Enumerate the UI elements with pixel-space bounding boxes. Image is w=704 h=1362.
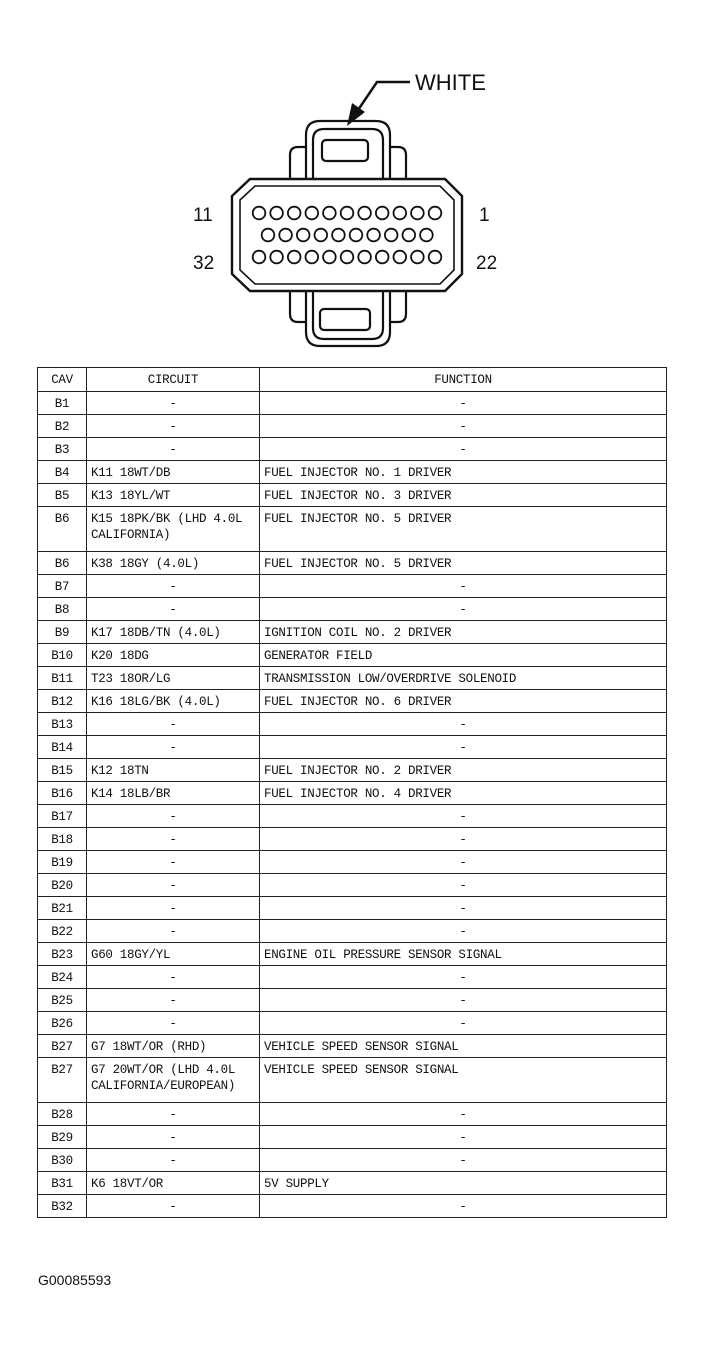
circuit-cell: -	[87, 575, 260, 598]
header-circuit: CIRCUIT	[87, 368, 260, 392]
table-row	[38, 943, 667, 966]
function-cell: -	[260, 920, 667, 943]
table-row	[38, 1126, 667, 1149]
function-cell: -	[260, 1126, 667, 1149]
circuit-cell: -	[87, 897, 260, 920]
table-row	[38, 392, 667, 415]
circuit-cell: -	[87, 1103, 260, 1126]
cav-cell: B22	[38, 920, 87, 943]
connector-top-latch	[290, 121, 406, 185]
function-cell: -	[260, 989, 667, 1012]
table-row	[38, 1195, 667, 1218]
cav-cell: B32	[38, 1195, 87, 1218]
pinout-table-body	[38, 392, 667, 1218]
table-row	[38, 575, 667, 598]
function-cell: -	[260, 874, 667, 897]
table-row	[38, 759, 667, 782]
cav-cell: B5	[38, 484, 87, 507]
circuit-cell: -	[87, 874, 260, 897]
function-cell: -	[260, 736, 667, 759]
function-cell: VEHICLE SPEED SENSOR SIGNAL	[260, 1058, 667, 1103]
table-row	[38, 507, 667, 552]
function-cell: GENERATOR FIELD	[260, 644, 667, 667]
function-cell: -	[260, 415, 667, 438]
color-callout	[347, 70, 486, 126]
circuit-cell: K14 18LB/BR	[87, 782, 260, 805]
cav-cell: B30	[38, 1149, 87, 1172]
pinout-table	[37, 367, 667, 1218]
table-row	[38, 598, 667, 621]
circuit-cell: K17 18DB/TN (4.0L)	[87, 621, 260, 644]
function-cell: -	[260, 598, 667, 621]
header-function: FUNCTION	[260, 368, 667, 392]
circuit-cell: K6 18VT/OR	[87, 1172, 260, 1195]
table-row	[38, 828, 667, 851]
function-cell: -	[260, 1195, 667, 1218]
table-row	[38, 1035, 667, 1058]
circuit-cell: K38 18GY (4.0L)	[87, 552, 260, 575]
table-row	[38, 782, 667, 805]
connector-face-diagram	[0, 0, 704, 360]
function-cell: TRANSMISSION LOW/OVERDRIVE SOLENOID	[260, 667, 667, 690]
table-row	[38, 1172, 667, 1195]
circuit-cell: -	[87, 920, 260, 943]
pin-label-32: 32	[193, 253, 215, 274]
pin-label-1: 1	[479, 205, 490, 226]
cav-cell: B7	[38, 575, 87, 598]
circuit-cell: -	[87, 851, 260, 874]
cav-cell: B10	[38, 644, 87, 667]
pin-label-11: 11	[193, 205, 213, 226]
cav-cell: B20	[38, 874, 87, 897]
cav-cell: B6	[38, 552, 87, 575]
circuit-cell: K15 18PK/BK (LHD 4.0L CALIFORNIA)	[87, 507, 260, 552]
circuit-cell: -	[87, 989, 260, 1012]
circuit-cell: -	[87, 1195, 260, 1218]
table-row	[38, 552, 667, 575]
circuit-cell: -	[87, 598, 260, 621]
cav-cell: B16	[38, 782, 87, 805]
table-row	[38, 897, 667, 920]
table-row	[38, 484, 667, 507]
circuit-cell: -	[87, 1126, 260, 1149]
function-cell: FUEL INJECTOR NO. 1 DRIVER	[260, 461, 667, 484]
cav-cell: B6	[38, 507, 87, 552]
function-cell: -	[260, 805, 667, 828]
cav-cell: B27	[38, 1035, 87, 1058]
function-cell: VEHICLE SPEED SENSOR SIGNAL	[260, 1035, 667, 1058]
table-header-row	[38, 368, 667, 392]
function-cell: -	[260, 713, 667, 736]
circuit-cell: -	[87, 805, 260, 828]
function-cell: ENGINE OIL PRESSURE SENSOR SIGNAL	[260, 943, 667, 966]
table-row	[38, 690, 667, 713]
cav-cell: B13	[38, 713, 87, 736]
figure-id: G00085593	[38, 1272, 112, 1288]
cav-cell: B25	[38, 989, 87, 1012]
function-cell: -	[260, 1103, 667, 1126]
table-row	[38, 1012, 667, 1035]
circuit-cell: -	[87, 736, 260, 759]
table-row	[38, 1058, 667, 1103]
circuit-cell: -	[87, 438, 260, 461]
function-cell: -	[260, 1012, 667, 1035]
table-row	[38, 438, 667, 461]
circuit-cell: -	[87, 828, 260, 851]
table-row	[38, 851, 667, 874]
circuit-cell: K11 18WT/DB	[87, 461, 260, 484]
function-cell: -	[260, 438, 667, 461]
table-row	[38, 1149, 667, 1172]
cav-cell: B21	[38, 897, 87, 920]
table-row	[38, 805, 667, 828]
function-cell: FUEL INJECTOR NO. 4 DRIVER	[260, 782, 667, 805]
circuit-cell: K20 18DG	[87, 644, 260, 667]
cav-cell: B24	[38, 966, 87, 989]
cav-cell: B23	[38, 943, 87, 966]
function-cell: FUEL INJECTOR NO. 5 DRIVER	[260, 507, 667, 552]
function-cell: -	[260, 897, 667, 920]
circuit-cell: -	[87, 1149, 260, 1172]
cav-cell: B2	[38, 415, 87, 438]
circuit-cell: K13 18YL/WT	[87, 484, 260, 507]
table-row	[38, 966, 667, 989]
table-row	[38, 989, 667, 1012]
cav-cell: B12	[38, 690, 87, 713]
circuit-cell: T23 18OR/LG	[87, 667, 260, 690]
cav-cell: B19	[38, 851, 87, 874]
cav-cell: B31	[38, 1172, 87, 1195]
cav-cell: B18	[38, 828, 87, 851]
table-row	[38, 621, 667, 644]
pin-label-22: 22	[476, 253, 498, 274]
function-cell: FUEL INJECTOR NO. 3 DRIVER	[260, 484, 667, 507]
function-cell: -	[260, 392, 667, 415]
cav-cell: B28	[38, 1103, 87, 1126]
cav-cell: B4	[38, 461, 87, 484]
cav-cell: B11	[38, 667, 87, 690]
function-cell: -	[260, 851, 667, 874]
circuit-cell: G7 20WT/OR (LHD 4.0L CALIFORNIA/EUROPEAN)	[87, 1058, 260, 1103]
cav-cell: B9	[38, 621, 87, 644]
circuit-cell: K16 18LG/BK (4.0L)	[87, 690, 260, 713]
circuit-cell: G7 18WT/OR (RHD)	[87, 1035, 260, 1058]
function-cell: 5V SUPPLY	[260, 1172, 667, 1195]
cav-cell: B8	[38, 598, 87, 621]
cav-cell: B15	[38, 759, 87, 782]
function-cell: -	[260, 575, 667, 598]
circuit-cell: -	[87, 392, 260, 415]
cav-cell: B1	[38, 392, 87, 415]
circuit-cell: -	[87, 415, 260, 438]
cav-cell: B14	[38, 736, 87, 759]
header-cav: CAV	[38, 368, 87, 392]
table-row	[38, 667, 667, 690]
circuit-cell: K12 18TN	[87, 759, 260, 782]
color-callout-label: WHITE	[415, 70, 486, 95]
function-cell: -	[260, 1149, 667, 1172]
connector-housing	[232, 179, 462, 291]
table-row	[38, 874, 667, 897]
cav-cell: B27	[38, 1058, 87, 1103]
table-row	[38, 920, 667, 943]
table-row	[38, 644, 667, 667]
circuit-cell: -	[87, 713, 260, 736]
function-cell: FUEL INJECTOR NO. 5 DRIVER	[260, 552, 667, 575]
cav-cell: B17	[38, 805, 87, 828]
table-row	[38, 1103, 667, 1126]
table-row	[38, 415, 667, 438]
function-cell: -	[260, 966, 667, 989]
cav-cell: B3	[38, 438, 87, 461]
function-cell: IGNITION COIL NO. 2 DRIVER	[260, 621, 667, 644]
table-row	[38, 736, 667, 759]
function-cell: FUEL INJECTOR NO. 6 DRIVER	[260, 690, 667, 713]
circuit-cell: G60 18GY/YL	[87, 943, 260, 966]
table-row	[38, 461, 667, 484]
function-cell: -	[260, 828, 667, 851]
circuit-cell: -	[87, 1012, 260, 1035]
connector-bottom-latch	[290, 286, 406, 346]
function-cell: FUEL INJECTOR NO. 2 DRIVER	[260, 759, 667, 782]
table-row	[38, 713, 667, 736]
cav-cell: B26	[38, 1012, 87, 1035]
circuit-cell: -	[87, 966, 260, 989]
cav-cell: B29	[38, 1126, 87, 1149]
